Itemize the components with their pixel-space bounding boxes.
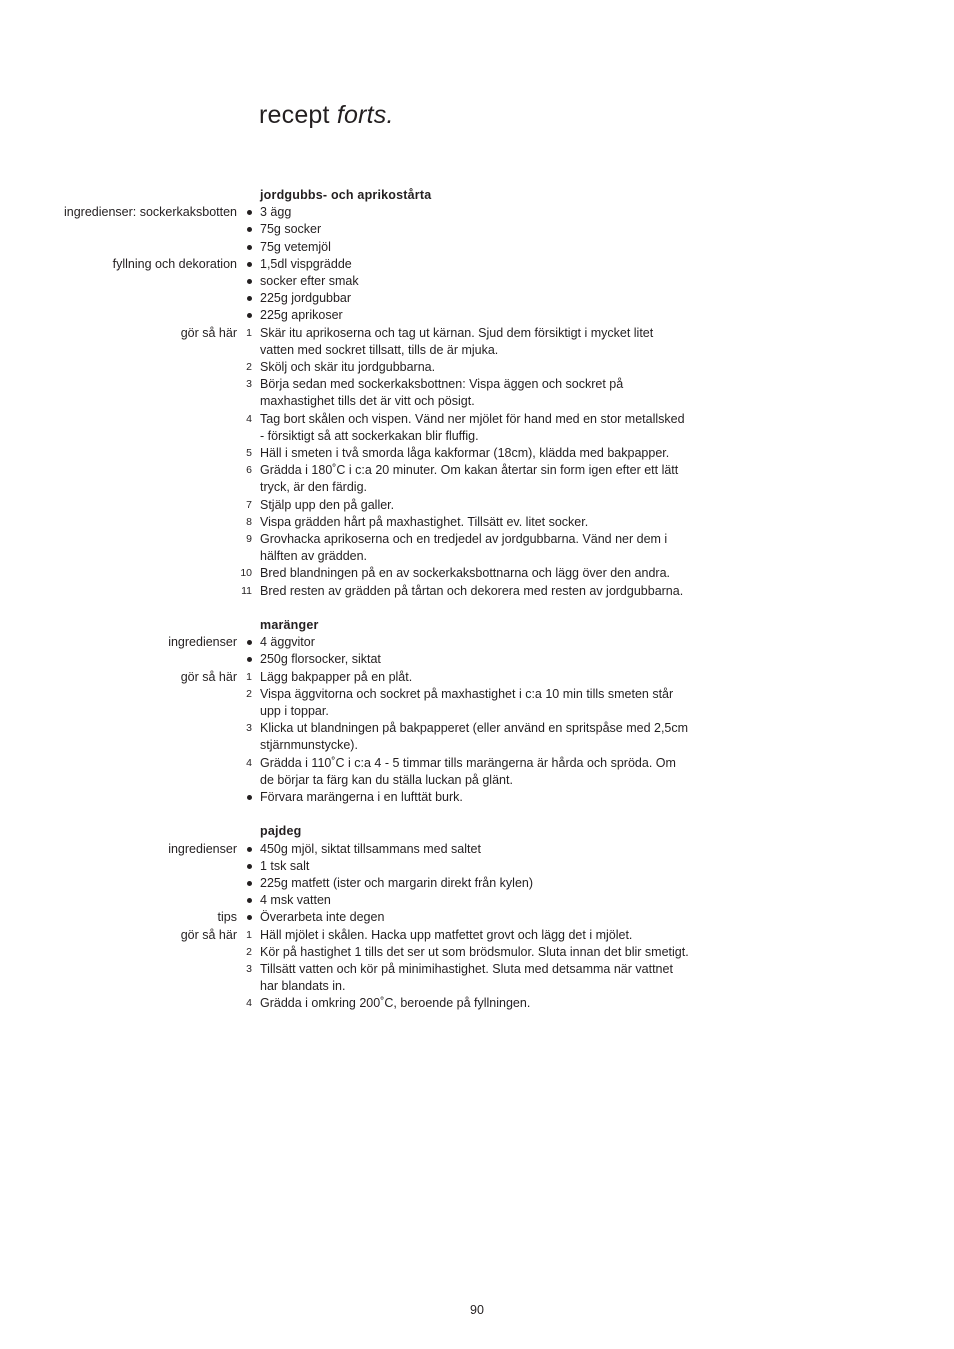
step-number: 6 [246, 464, 252, 477]
step-number: 3 [246, 722, 252, 735]
recipe-row [0, 307, 954, 324]
step-number: 2 [246, 687, 252, 700]
recipe-title: jordgubbs- och aprikostårta [260, 188, 432, 202]
step-number: 2 [246, 361, 252, 374]
recipe-row [0, 634, 954, 651]
recipe-title: maränger [260, 618, 319, 633]
step-text: Vispa äggvitorna och sockret på maxhastighet i c:a 10 min tills smeten står upp i toppar. [260, 686, 674, 719]
ingredient-text: 4 msk vatten [260, 893, 331, 908]
step-text: Skär itu aprikoserna och tag ut kärnan. Sjud dem försiktigt i mycket litet vatten med sockret tillsatt, tills de är mjuka. [260, 325, 654, 357]
recipe-row [0, 755, 954, 789]
step-text: Lägg bakpapper på en plåt. [260, 669, 413, 684]
recipe-section [0, 617, 954, 806]
recipe-content [0, 187, 954, 1013]
section-label: tips [217, 910, 237, 925]
step-number: 9 [246, 533, 252, 546]
step-number: 7 [246, 498, 252, 511]
step-text: Häll i smeten i två smorda låga kakformar (18cm), klädda med bakpapper. [260, 446, 670, 461]
recipe-row [0, 256, 954, 273]
page-title [259, 101, 394, 130]
section-label: gör så här [180, 669, 237, 684]
step-text: Börja sedan med sockerkaksbottnen: Vispa äggen och sockret på maxhastighet tills det är vitt och pösigt. [260, 377, 624, 409]
recipe-row [0, 841, 954, 858]
ingredient-text: 450g mjöl, siktat tillsammans med saltet [260, 841, 481, 856]
ingredient-text: 3 ägg [260, 205, 292, 220]
section-gap [0, 600, 954, 617]
step-text: Klicka ut blandningen på bakpapperet (eller använd en spritspåse med 2,5cm stjärnmunstycke). [260, 721, 689, 753]
step-number: 4 [246, 997, 252, 1010]
step-text: Tillsätt vatten och kör på minimihastighet. Sluta med detsamma när vattnet har blandats in. [260, 962, 673, 994]
recipe-row [0, 686, 954, 720]
section-label: ingredienser [168, 841, 237, 856]
step-text: Stjälp upp den på galler. [260, 497, 395, 512]
ingredient-text: 4 äggvitor [260, 635, 315, 650]
recipe-row [0, 204, 954, 221]
ingredient-text: Överarbeta inte degen [260, 910, 385, 925]
recipe-row [0, 411, 954, 445]
recipe-row [0, 995, 954, 1012]
page-title-main: recept [259, 100, 330, 129]
ingredient-text: 1,5dl vispgrädde [260, 256, 352, 271]
step-number: 4 [246, 756, 252, 769]
recipe-row [0, 875, 954, 892]
ingredient-text: 225g matfett (ister och margarin direkt från kylen) [260, 876, 534, 891]
recipe-row [0, 514, 954, 531]
step-text: Bred blandningen på en av sockerkaksbottnarna och lägg över den andra. [260, 566, 671, 581]
step-number: 8 [246, 515, 252, 528]
recipe-row [0, 927, 954, 944]
ingredient-text: Förvara marängerna i en lufttät burk. [260, 790, 463, 805]
section-label: gör så här [180, 325, 237, 340]
step-text: Kör på hastighet 1 tills det ser ut som brödsmulor. Sluta innan det blir smetigt. [260, 944, 689, 959]
recipe-row [0, 221, 954, 238]
step-number: 5 [246, 447, 252, 460]
step-number: 1 [246, 928, 252, 941]
ingredient-text: 225g jordgubbar [260, 291, 352, 306]
step-text: Grädda i omkring 200˚C, beroende på fyllningen. [260, 996, 531, 1011]
recipe-row [0, 497, 954, 514]
step-text: Grovhacka aprikoserna och en tredjedel av jordgubbarna. Vänd ner dem i hälften av grädden. [260, 532, 668, 564]
recipe-row [0, 892, 954, 909]
recipe-row [0, 858, 954, 875]
step-text: Häll mjölet i skålen. Hacka upp matfettet grovt och lägg det i mjölet. [260, 927, 633, 942]
recipe-row [0, 359, 954, 376]
step-number: 1 [246, 670, 252, 683]
recipe-title: pajdeg [260, 824, 302, 839]
recipe-row [0, 789, 954, 806]
recipe-row [0, 720, 954, 754]
step-number: 3 [246, 378, 252, 391]
recipe-row [0, 239, 954, 256]
recipe-row [0, 376, 954, 410]
section-gap [0, 806, 954, 823]
page-title-italic: forts. [336, 100, 394, 129]
ingredient-text: socker efter smak [260, 274, 359, 288]
recipe-row [0, 909, 954, 926]
recipe-row [0, 669, 954, 686]
step-number: 4 [246, 412, 252, 425]
recipe-row [0, 325, 954, 359]
step-number: 11 [241, 584, 252, 597]
recipe-row [0, 273, 954, 290]
step-number: 10 [240, 567, 252, 580]
recipe-section [0, 823, 954, 1012]
step-number: 3 [246, 963, 252, 976]
recipe-row [0, 944, 954, 961]
page-number: 90 [470, 1303, 484, 1317]
recipe-row [0, 961, 954, 995]
step-text: Vispa grädden hårt på maxhastighet. Tillsätt ev. litet socker. [260, 514, 589, 529]
recipe-row [0, 651, 954, 668]
section-label: fyllning och dekoration [112, 256, 237, 271]
ingredient-text: 75g vetemjöl [260, 239, 331, 254]
step-number: 1 [246, 326, 252, 339]
step-number: 2 [246, 945, 252, 958]
step-text: Grädda i 180˚C i c:a 20 minuter. Om kakan återtar sin form igen efter ett lätt tryck, är den färdig. [260, 463, 679, 495]
recipe-row [0, 290, 954, 307]
recipe-row [0, 445, 954, 462]
section-label: ingredienser [168, 635, 237, 650]
recipe-section [0, 187, 954, 600]
ingredient-text: 75g socker [260, 222, 322, 237]
section-label: gör så här [180, 927, 237, 942]
step-text: Skölj och skär itu jordgubbarna. [260, 360, 436, 375]
recipe-row [0, 531, 954, 565]
step-text: Bred resten av grädden på tårtan och dekorera med resten av jordgubbarna. [260, 583, 684, 598]
ingredient-text: 250g florsocker, siktat [260, 652, 381, 667]
ingredient-text: 1 tsk salt [260, 858, 310, 873]
recipe-row [0, 583, 954, 600]
recipe-row [0, 462, 954, 496]
recipe-row [0, 565, 954, 582]
ingredient-text: 225g aprikoser [260, 308, 343, 323]
section-label: ingredienser: sockerkaksbotten [63, 205, 237, 220]
step-text: Grädda i 110˚C i c:a 4 - 5 timmar tills marängerna är hårda och spröda. Om de börjar ta färg kan du ställa luckan på glänt. [260, 755, 676, 787]
step-text: Tag bort skålen och vispen. Vänd ner mjölet för hand med en stor metallsked - försiktigt så att sockerkakan blir fluffig. [260, 411, 685, 443]
